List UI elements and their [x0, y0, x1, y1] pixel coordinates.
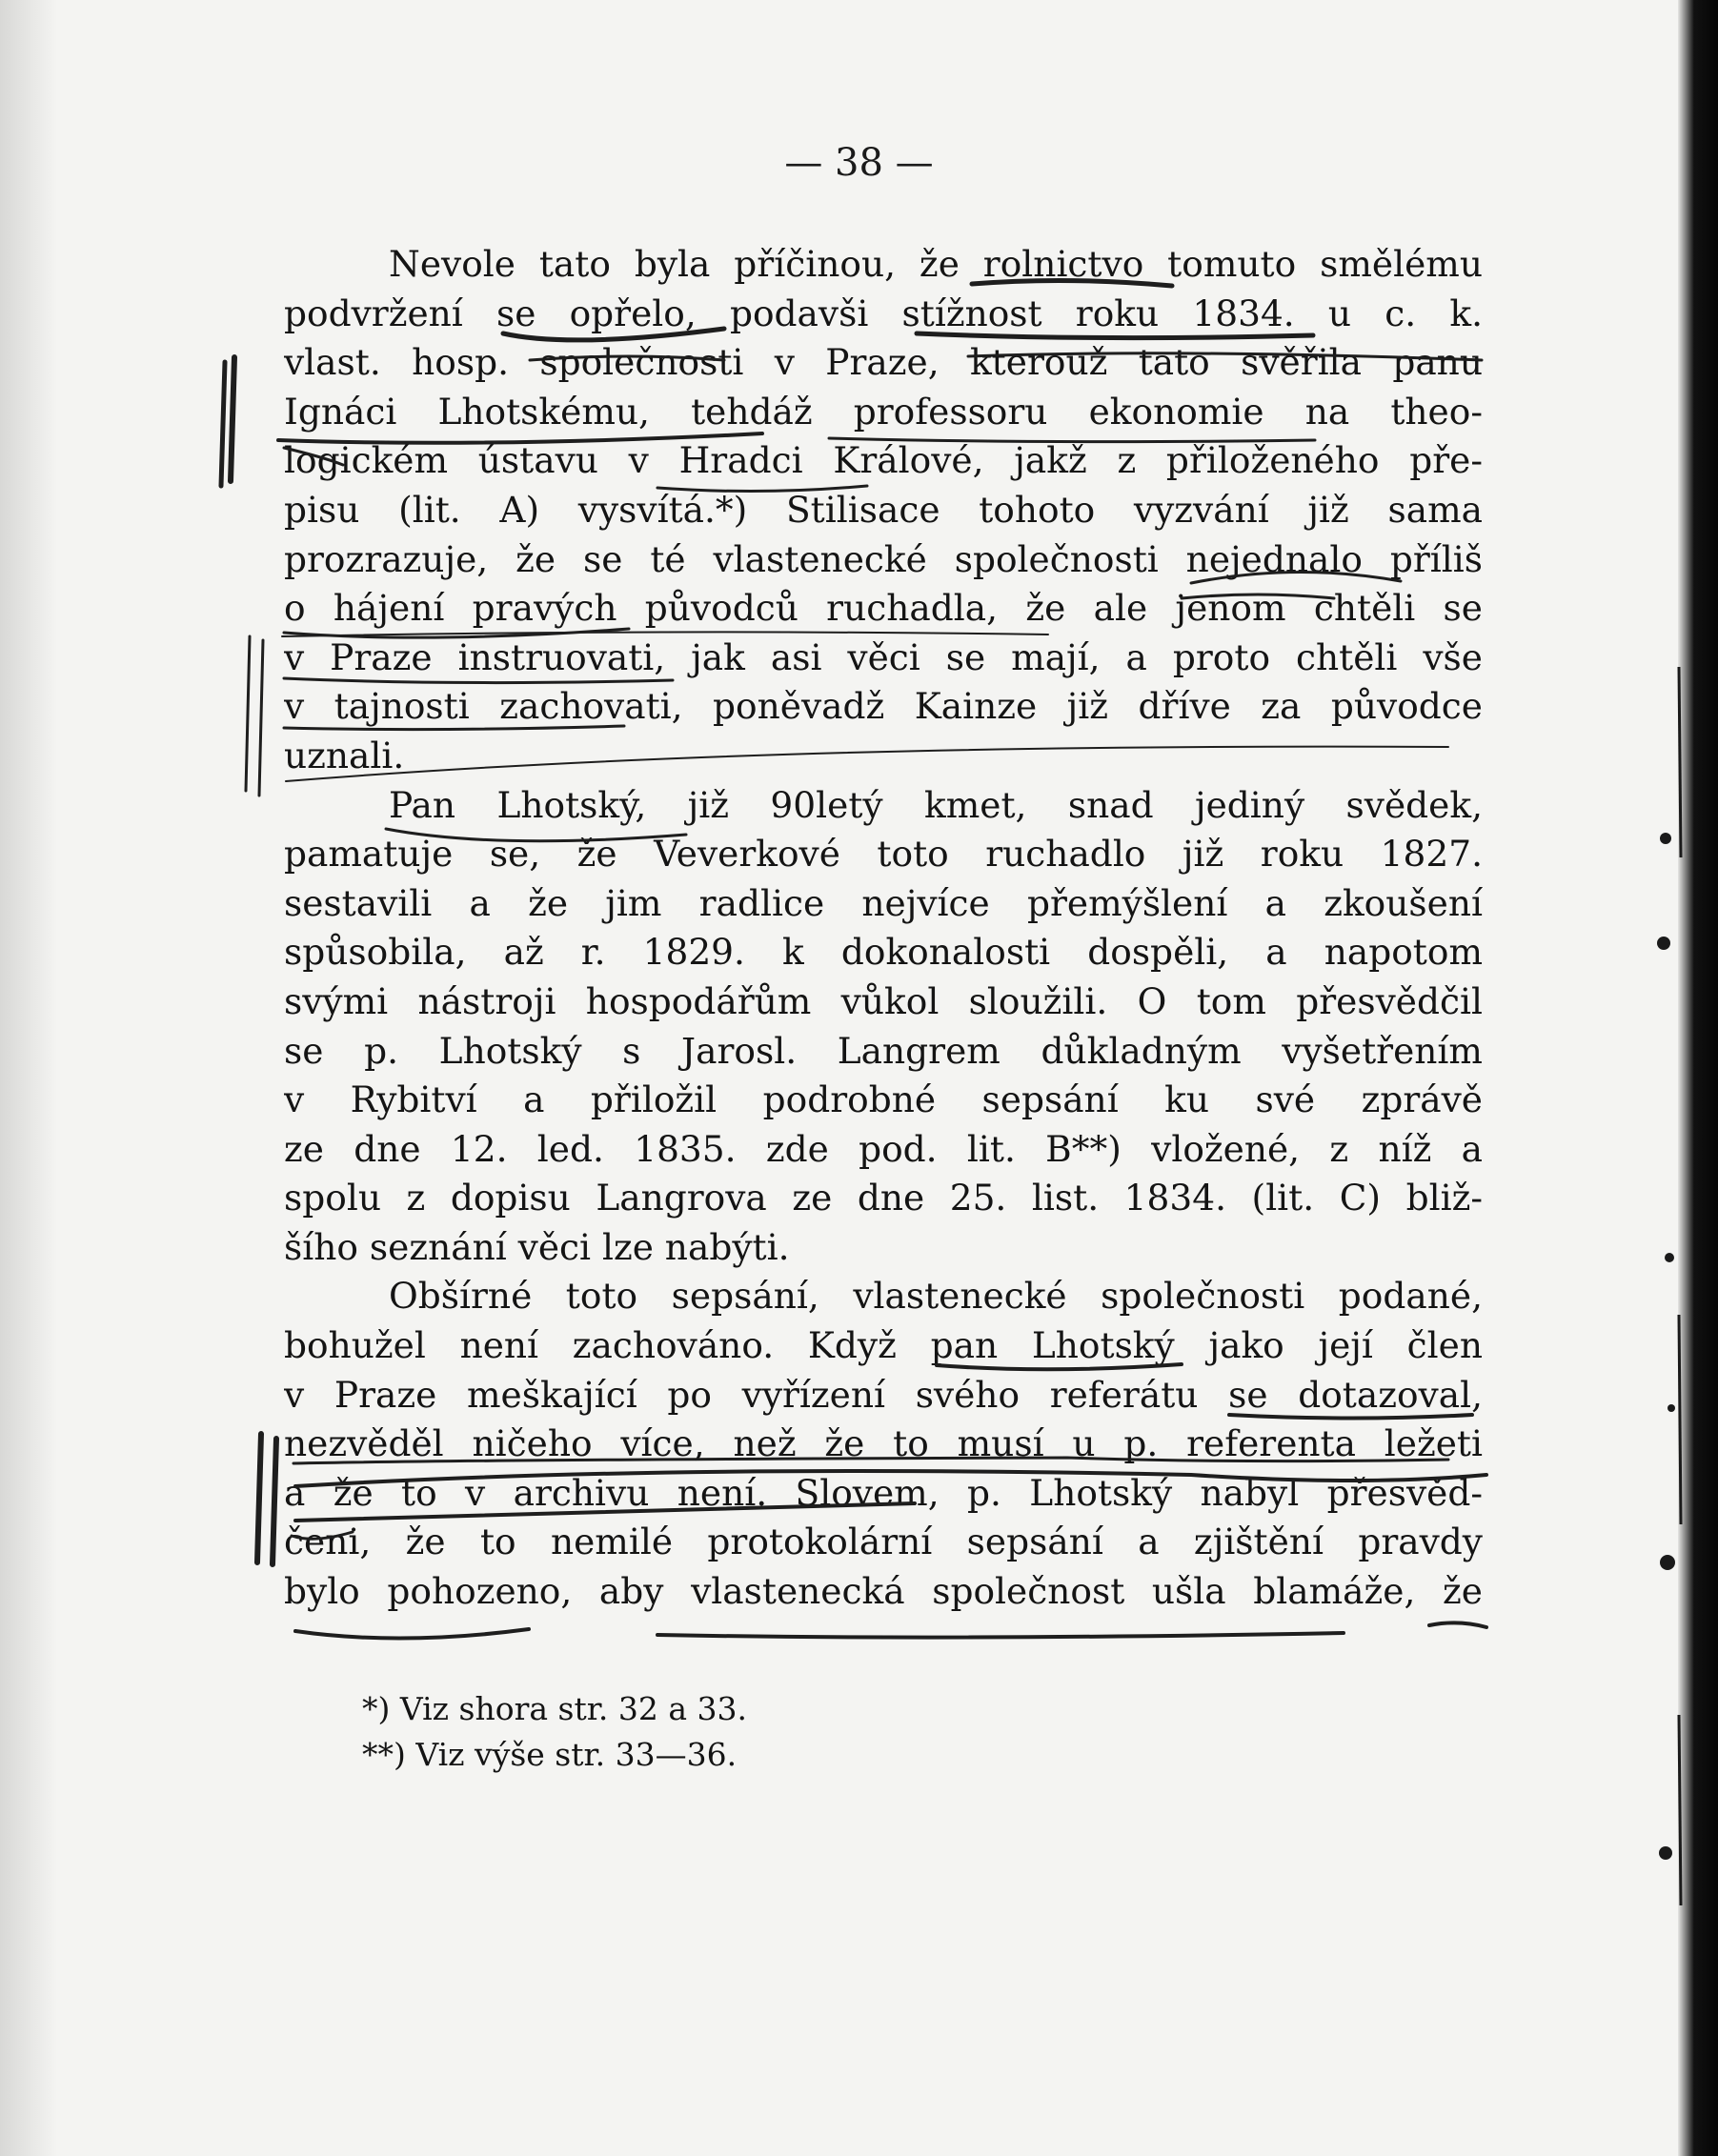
text-line: pisu (lit. A) vysvítá.*) Stilisace tohoto vyzvání již sama — [284, 488, 1483, 531]
text-line: šího seznání věci lze nabýti. — [284, 1225, 790, 1268]
text-line: Ignáci Lhotskému, tehdáž professoru ekonomie na theo- — [284, 390, 1483, 433]
text-line: Pan Lhotský, již 90letý kmet, snad jediný svědek, — [389, 783, 1483, 826]
text-line: svými nástroji hospodářům vůkol sloužili. O tom přesvědčil — [284, 979, 1483, 1022]
text-line: prozrazuje, že se té vlastenecké společnosti nejednalo příliš — [284, 537, 1483, 580]
page-number: — 38 — — [784, 141, 934, 185]
underline — [657, 1633, 1344, 1638]
page-binding-edge — [1678, 0, 1718, 2156]
paragraph-1 — [284, 240, 1483, 781]
text-line: podvržení se opřelo, podavši stížnost roku 1834. u c. k. — [284, 292, 1483, 334]
footnote: **) Viz výše str. 33—36. — [362, 1736, 738, 1773]
text-line: v Praze instruovati, jak asi věci se mají, a proto chtěli vše — [284, 635, 1483, 678]
paragraph-3 — [284, 1272, 1483, 1616]
paragraph-2 — [284, 781, 1483, 1273]
margin-bar — [246, 636, 250, 791]
text-line: o hájení pravých původců ruchadla, že ale jenom chtěli se — [284, 587, 1483, 630]
underline — [295, 1629, 529, 1639]
margin-bar — [273, 1439, 276, 1564]
margin-ink-marks — [1657, 833, 1675, 1860]
margin-bar — [257, 1434, 261, 1562]
page-left-shadow — [0, 0, 57, 2156]
underline — [1429, 1622, 1486, 1627]
text-line: vlast. hosp. společnosti v Praze, kterouž tato svěřila panu — [284, 341, 1483, 384]
text-line: čeni, že to nemilé protokolární sepsání a zjištění pravdy — [284, 1521, 1483, 1563]
text-line: sestavili a že jim radlice nejvíce přemýšlení a zkoušení — [284, 881, 1483, 924]
margin-bar — [259, 640, 263, 796]
text-line: bylo pohozeno, aby vlastenecká společnost ušla blamáže, že — [284, 1570, 1483, 1613]
text-line: v Praze meškající po vyřízení svého referátu se dotazoval, — [284, 1373, 1483, 1416]
margin-bar — [221, 362, 225, 486]
text-line: Obšírné toto sepsání, vlastenecké společnosti podané, — [389, 1275, 1483, 1318]
text-line: a že to v archivu není. Slovem, p. Lhotský nabyl přesvěd- — [284, 1471, 1483, 1514]
text-line: v tajnosti zachovati, poněvadž Kainze již dříve za původce — [284, 685, 1483, 728]
text-line: bohužel není zachováno. Když pan Lhotský jako její člen — [284, 1324, 1483, 1367]
text-line: logickém ústavu v Hradci Králové, jakž z přiloženého pře- — [284, 439, 1483, 482]
text-line: v Rybitví a přiložil podrobné sepsání ku své zprávě — [284, 1078, 1483, 1121]
margin-bar — [231, 357, 234, 481]
text-line: Nevole tato byla příčinou, že rolnictvo tomuto smělému — [389, 243, 1483, 285]
text-line: ze dne 12. led. 1835. zde pod. lit. B**) vložené, z níž a — [284, 1127, 1483, 1170]
text-line: nezvěděl ničeho více, než že to musí u p. referenta ležeti — [284, 1422, 1483, 1465]
text-line: uznali. — [284, 734, 405, 776]
text-line: spůsobila, až r. 1829. k dokonalosti dospěli, a napotom — [284, 931, 1483, 974]
text-line: spolu z dopisu Langrova ze dne 25. list. 1834. (lit. C) bliž- — [284, 1177, 1483, 1219]
text-line: se p. Lhotský s Jarosl. Langrem důkladným vyšetřením — [284, 1029, 1483, 1072]
footnotes — [362, 1686, 747, 1778]
text-line: pamatuje se, že Veverkové toto ruchadlo již roku 1827. — [284, 833, 1483, 876]
body-text — [284, 240, 1483, 1617]
footnote: *) Viz shora str. 32 a 33. — [362, 1690, 747, 1727]
